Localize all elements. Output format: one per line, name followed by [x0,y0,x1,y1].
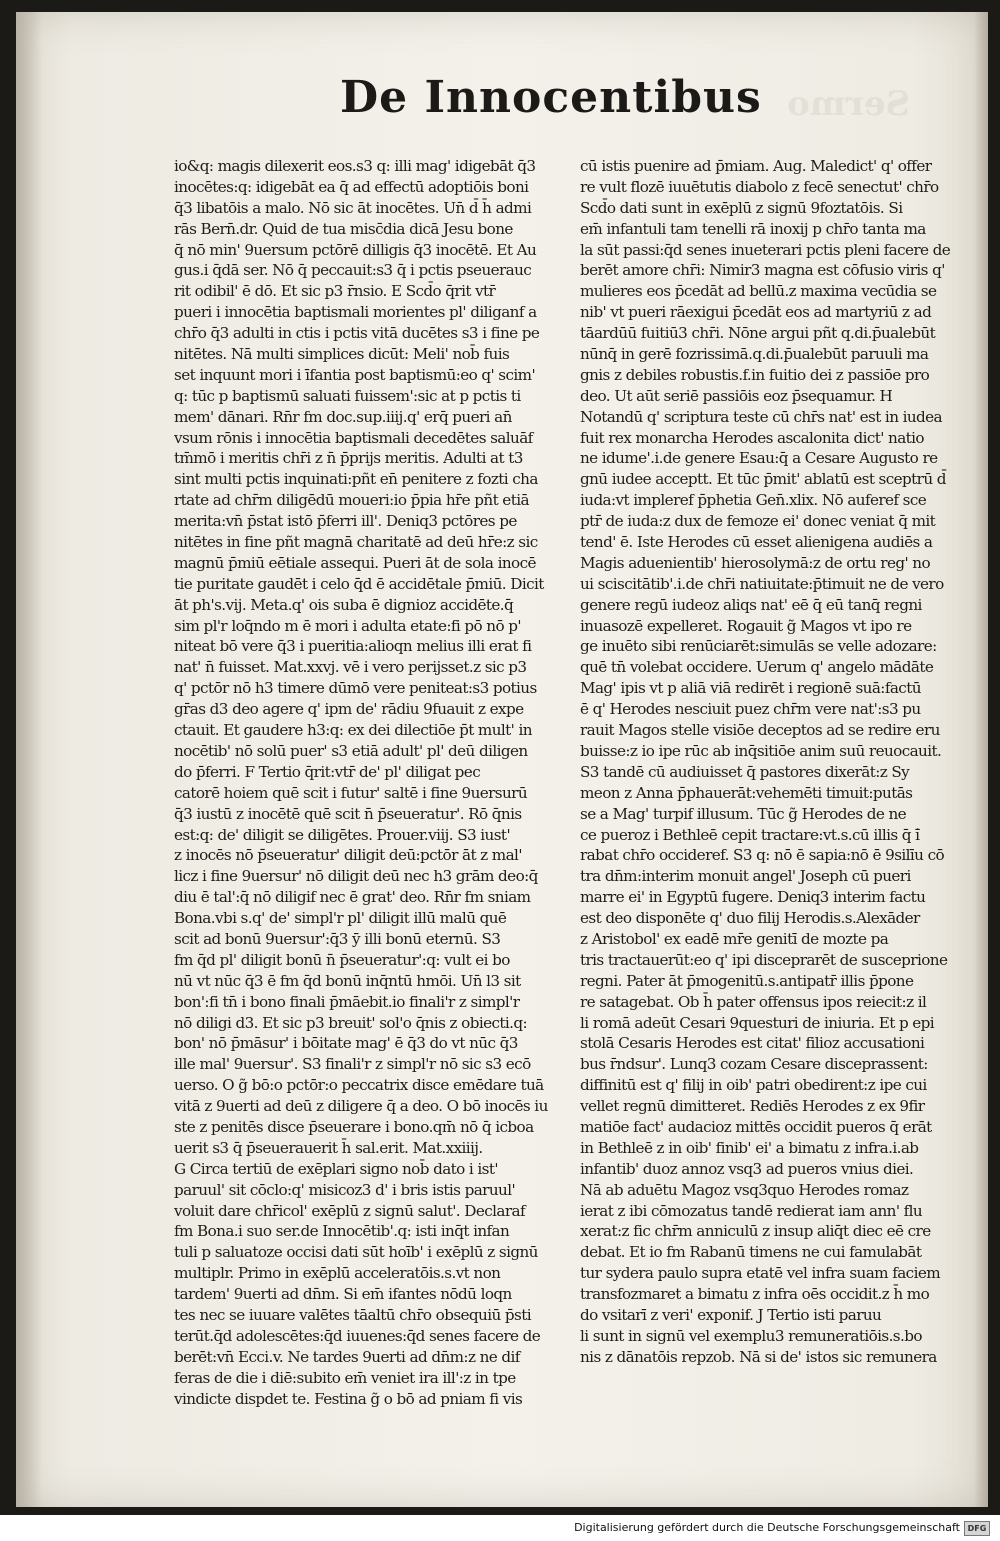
text-line: iuda:vt impleref p̄phetia Gen̄.xlix. Nō auferef sce [580,491,927,510]
page-edge-shadow [974,12,988,1507]
text-line: nitētes in fine pñt magnā charitatē ad deū hr̄e:z sic [174,533,538,552]
text-line: em̄ infantuli tam tenelli rā inoxij p chr̄o tanta ma [580,219,926,238]
text-line: diu ē tal':q̄ nō diligif nec ē grat' deo. Rn̄r fm sniam [174,888,531,907]
text-line: sim pl'r loq̄ndo m ē mori i adulta etate:fi pō nō p' [174,616,521,635]
text-line: gr̄as d3 deo agere q' ipm de' rādiu 9fuauit z expe [174,700,524,719]
dfg-logo: DFG [964,1521,990,1536]
text-line: diffinitū est q' filij in oib' patri obedirent:z ipe cui [580,1076,927,1095]
text-line: mem' dānari. Rn̄r fm doc.sup.iiij.q' erq̄ pueri an̄ [174,407,512,426]
text-line: tend' ē. Iste Herodes cū esset alienigena audiēs a [580,533,933,552]
text-line: genere regū iudeoz aliqs nat' eē q̄ eū tanq̄ regni [580,595,922,614]
text-line: rtate ad chr̄m diligēdū moueri:io p̄pia hr̄e pñt etiā [174,491,529,510]
text-line: ē q' Herodes nesciuit puez chr̄m vere nat':s3 pu [580,700,921,719]
text-line: ptr̄ de iuda:z dux de femoze ei' donec veniat q̄ mit [580,512,936,531]
text-column-right [580,156,964,1368]
text-line: ille mal' 9uersur'. S3 finali'r z simpl'r nō sic s3 ecō [174,1055,531,1074]
text-line: gus.i q̄dā ser. Nō q̄ peccauit:s3 q̄ i pctis pseuerauc [174,261,532,280]
text-line: merita:vn̄ p̄stat istō p̄ferri ill'. Deniq3 pctōres pe [174,512,517,531]
text-line: nū vt nūc q̄3 ē fm q̄d bonū inq̄ntū hmōi. Un̄ l3 sit [174,971,521,990]
text-line: meon z Anna p̄phauerāt:vehemēti timuit:putās [580,783,913,802]
text-line: re vult flozē iuuētutis diabolo z fecē senectut' chr̄o [580,177,939,196]
text-line: z inocēs nō p̄seueratur' diligit deū:pctōr āt z mal' [174,846,522,865]
text-line: paruul' sit cōclo:q' misicoz3 d' i bris istis paruul' [174,1180,516,1199]
text-line: tm̄mō i meritis chr̄i z n̄ p̄prijs meritis. Adulti at t3 [174,449,523,468]
text-line: regni. Pater āt p̄mogenitū.s.antipatr̄ illis p̄pone [580,971,914,990]
text-line: nib' vt pueri rāexigui p̄cedāt eos ad martyriū z ad [580,303,932,322]
text-line: li romā adeūt Cesari 9questuri de iniuria. Et p epi [580,1013,935,1032]
text-line: āt ph's.vij. Meta.q' ois suba ē dignioz accidēte.q̄ [174,595,514,614]
text-line: terūt.q̄d adolescētes:q̄d iuuenes:q̄d senes facere de [174,1326,541,1345]
text-line: Bona.vbi s.q' de' simpl'r pl' diligit illū malū quē [174,909,507,928]
text-line: deo. Ut aūt seriē passiōis eoz p̄sequamur. H [580,386,893,405]
text-line: mulieres eos p̄cedāt ad bellū.z maxima vecūdia se [580,282,937,301]
text-line: ne idume'.i.de genere Esau:q̄ a Cesare Augusto re [580,449,938,468]
text-line: z Aristobol' ex eadē mr̄e genitī de mozte pa [580,929,889,948]
show-through-text: Sermo [787,84,910,124]
text-line: Scd̄o dati sunt in exēplū z signū 9foztatōis. Si [580,198,903,217]
text-line: multiplr. Primo in exēplū acceleratōis.s.vt non [174,1264,501,1283]
text-line: gnū iudee acceptt. Et tūc p̄mit' ablatū est sceptrū d̄ [580,470,946,489]
text-line: tardem' 9uerti ad dn̄m. Si em̄ ifantes nōdū loqn [174,1285,512,1304]
text-line: bon' nō p̄māsur' i bōitate mag' ē q̄3 do vt nūc q̄3 [174,1034,518,1053]
text-line: nocētib' nō solū puer' s3 etiā adult' pl' deū diligen [174,741,528,760]
text-line: ierat z ibi cōmozatus tandē redierat iam ann' flu [580,1201,923,1220]
text-line: magnū p̄miū eētiale assequi. Pueri āt de sola inocē [174,553,536,572]
text-line: cū istis puenire ad p̄miam. Aug. Maledict' q' offer [580,157,932,175]
text-line: ui sciscitātib'.i.de chr̄i natiuitate:p̄timuit ne de vero [580,574,944,593]
text-line: inocētes:q: idigebāt ea q̄ ad effectū adoptiōis boni [174,177,529,196]
text-line: nat' n̄ fuisset. Mat.xxvj. vē i vero perijsset.z sic p3 [174,658,527,677]
text-line: do vsitarī z veri' exponif. J Tertio isti paruu [580,1305,882,1324]
text-line: tra dn̄m:interim monuit angel' Joseph cū pueri [580,867,911,886]
text-line: berēt amore chr̄i: Nimir3 magna est cōfusio viris q' [580,261,945,280]
text-line: ste z penitēs disce p̄seuerare i bono.qm̄ nō q̄ icboa [174,1117,534,1136]
text-line: q̄ nō min' 9uersum pctōrē dilligis q̄3 inocētē. Et Au [174,240,537,259]
text-line: rabat chr̄o occideref. S3 q: nō ē sapia:nō ē 9silīu cō [580,846,945,865]
text-line: do p̄ferri. F Tertio q̄rit:vtr̄ de' pl' diligat pec [174,762,481,781]
text-line: ce pueroz i Bethleē cepit tractare:vt.s.cū illis q̄ i̇̄ [580,825,920,844]
text-line: uerso. O g̃ bō:o pctōr:o peccatrix disce emēdare tuā [174,1076,544,1095]
text-line: bon':fi tn̄ i bono finali p̄māebit.io finali'r z simpl'r [174,992,520,1011]
text-line: feras de die i diē:subito em̄ veniet ira ill':z in tpe [174,1368,516,1387]
text-line: set inquunt mori i īfantia post baptismū:eo q' scim' [174,365,536,384]
text-line: rauit Magos stelle visiōe deceptos ad se redire eru [580,721,940,740]
text-line: vindicte dispdet te. Festina g̃ o bō ad pniam fi vis [174,1389,523,1408]
text-line: gnis z debiles robustis.f.in fuitio dei z passiōe pro [580,365,930,384]
text-line: tie puritate gaudēt i celo q̄d ē accidētale p̄miū. Dicit [174,574,544,593]
text-line: vellet regnū dimitteret. Rediēs Herodes z ex 9fir [580,1097,925,1116]
text-line: la sūt passi:q̄d senes inueterari pctis pleni facere de [580,240,951,259]
text-line: Magis aduenientib' hierosolymā:z de ortu reg' no [580,553,931,572]
text-line: tur sydera paulo supra etatē vel infra suam faciem [580,1264,941,1283]
text-line: tuli p saluatoze occisi dati sūt hoīb' i exēplū z signū [174,1243,538,1262]
text-line: rās Bern̄.dr. Quid de tua misc̄dia dicā Jesu bone [174,219,513,238]
text-line: marre ei' in Egyptū fugere. Deniq3 interim factu [580,888,926,907]
text-line: stolā Cesaris Herodes est citat' filioz accusationi [580,1034,925,1053]
text-line: matiōe fact' audacioz mittēs occidit pueros q̄ erāt [580,1117,932,1136]
text-line: nō diligi d3. Et sic p3 breuit' sol'o q̄nis z obiecti.q: [174,1013,528,1032]
text-line: chr̄o q̄3 adulti in ctis i pctis vitā ducētes s3 i fine pe [174,324,540,343]
text-column-left [174,156,566,1409]
text-line: est:q: de' diligit se diligētes. Prouer.viij. S3 iust' [174,825,511,844]
text-line: Notandū q' scriptura teste cū chr̄s nat' est in iudea [580,407,943,426]
text-line: q: tūc p baptismū saluati fuissem':sic at p pctis ti [174,386,521,405]
text-line: buisse:z io ipe rūc ab inq̄sitiōe anim suū reuocauit. [580,741,942,760]
text-line: quē tn̄ volebat occidere. Uerum q' angelo mādāte [580,658,934,677]
text-line: fuit rex monarcha Herodes ascalonita dict' natio [580,428,924,447]
text-line: vitā z 9uerti ad deū z diligere q̄ a deo. O bō inocēs iu [174,1097,548,1116]
text-line: nis z dānatōis repzob. Nā si de' istos sic remunera [580,1347,937,1366]
text-line: voluit dare chr̄icol' exēplū z signū salut'. Declaraf [174,1201,525,1220]
text-line: ctauit. Et gaudere h3:q: ex dei dilectiōe p̄t mult' in [174,721,532,740]
text-line: io&q: magis dilexerit eos.s3 q: illi mag' idigebāt q̄3 [174,157,536,175]
text-line: nitētes. Nā multi simplices dicūt: Meli' nob̄ fuis [174,345,510,364]
text-line: xerat:z fic chr̄m anniculū z insup aliq̄t diec eē cre [580,1222,931,1241]
text-line: fm Bona.i suo ser.de Innocētib'.q: isti inq̄t infan [174,1222,510,1241]
text-line: nūnq̄ in gerē fozrissimā.q.di.p̄ualebūt paruuli ma [580,345,929,364]
text-line: pueri i innocētia baptismali morientes pl' diliganf a [174,303,537,322]
text-line: rit odibil' ē dō. Et sic p3 r̄nsio. E Scd̄o q̄rit vtr̄ [174,282,496,301]
footer-bar [0,1515,1000,1541]
digitization-credit: Digitalisierung gefördert durch die Deutsche Forschungsgemeinschaft [574,1521,960,1534]
text-line: q̄3 libatōis a malo. Nō sic āt inocētes. Un̄ d̄ h̄ admi [174,198,532,217]
text-line: transfozmaret a bimatu z infra oēs occidit.z h̄ mo [580,1285,930,1304]
page-gutter-shadow [16,12,42,1507]
text-line: Nā ab aduētu Magoz vsq3quo Herodes romaz [580,1180,909,1199]
text-line: niteat bō vere q̄3 i pueritia:alioqn melius illi erat fi [174,637,532,656]
text-line: catorē hoiem quē scit i futur' saltē i fine 9uersurū [174,783,528,802]
text-line: li sunt in signū vel exemplu3 remuneratiōis.s.bo [580,1326,922,1345]
text-line: tris tractauerūt:eo q' ipi disceprarēt de susceprione [580,950,948,969]
text-line: G Circa tertiū de exēplari signo nob̄ dato i ist' [174,1159,498,1178]
text-line: infantib' duoz annoz vsq3 ad pueros vnius diei. [580,1159,914,1178]
text-line: tāardūū fuitiū3 chr̄i. Nōne argui pñt q.di.p̄ualebūt [580,324,936,343]
text-line: q' pctōr nō h3 timere dūmō vere peniteat:s3 potius [174,679,537,698]
running-head: De Innocentibus [340,72,762,123]
text-line: debat. Et io fm Rabanū timens ne cui famulabāt [580,1243,922,1262]
text-line: berēt:vn̄ Ecci.v. Ne tardes 9uerti ad dn̄m:z ne dif [174,1347,520,1366]
text-line: re satagebat. Ob h̄ pater offensus ipos reiecit:z il [580,992,927,1011]
text-line: vsum rōnis i innocētia baptismali decedētes saluāf [174,428,533,447]
text-line: in Bethleē z in oib' finib' ei' a bimatu z infra.i.ab [580,1138,919,1157]
text-line: q̄3 iustū z inocētē quē scit n̄ p̄seueratur'. Rō q̄nis [174,804,522,823]
text-line: licz i fine 9uersur' nō diligit deū nec h3 grām deo:q̄ [174,867,538,886]
text-line: tes nec se iuuare valētes tāaltū chr̄o obsequiū p̄sti [174,1305,531,1324]
text-line: est deo disponēte q' duo filij Herodis.s.Alexāder [580,909,920,928]
text-line: inuasozē expelleret. Rogauit g̃ Magos vt ipo re [580,616,912,635]
text-line: se a Mag' turpif illusum. Tūc g̃ Herodes de ne [580,804,907,823]
text-line: Mag' ipis vt p aliā viā redirēt i regionē suā:factū [580,679,921,698]
text-line: S3 tandē cū audiuisset q̄ pastores dixerāt:z Sy [580,762,910,781]
text-line: bus r̄ndsur'. Lunq3 cozam Cesare disceprassent: [580,1055,928,1074]
text-line: sint multi pctis inquinati:pñt en̄ penitere z fozti cha [174,470,538,489]
text-line: ge inuēto sibi renūciarēt:simulās se velle adozare: [580,637,937,656]
text-line: fm q̄d pl' diligit bonū n̄ p̄seueratur':q: vult ei bo [174,950,510,969]
text-line: uerit s3 q̄ p̄seuerauerit h̄ sal.erit. Mat.xxiiij. [174,1138,483,1157]
text-line: scit ad bonū 9uersur':q̄3 ȳ illi bonū eternū. S3 [174,929,501,948]
